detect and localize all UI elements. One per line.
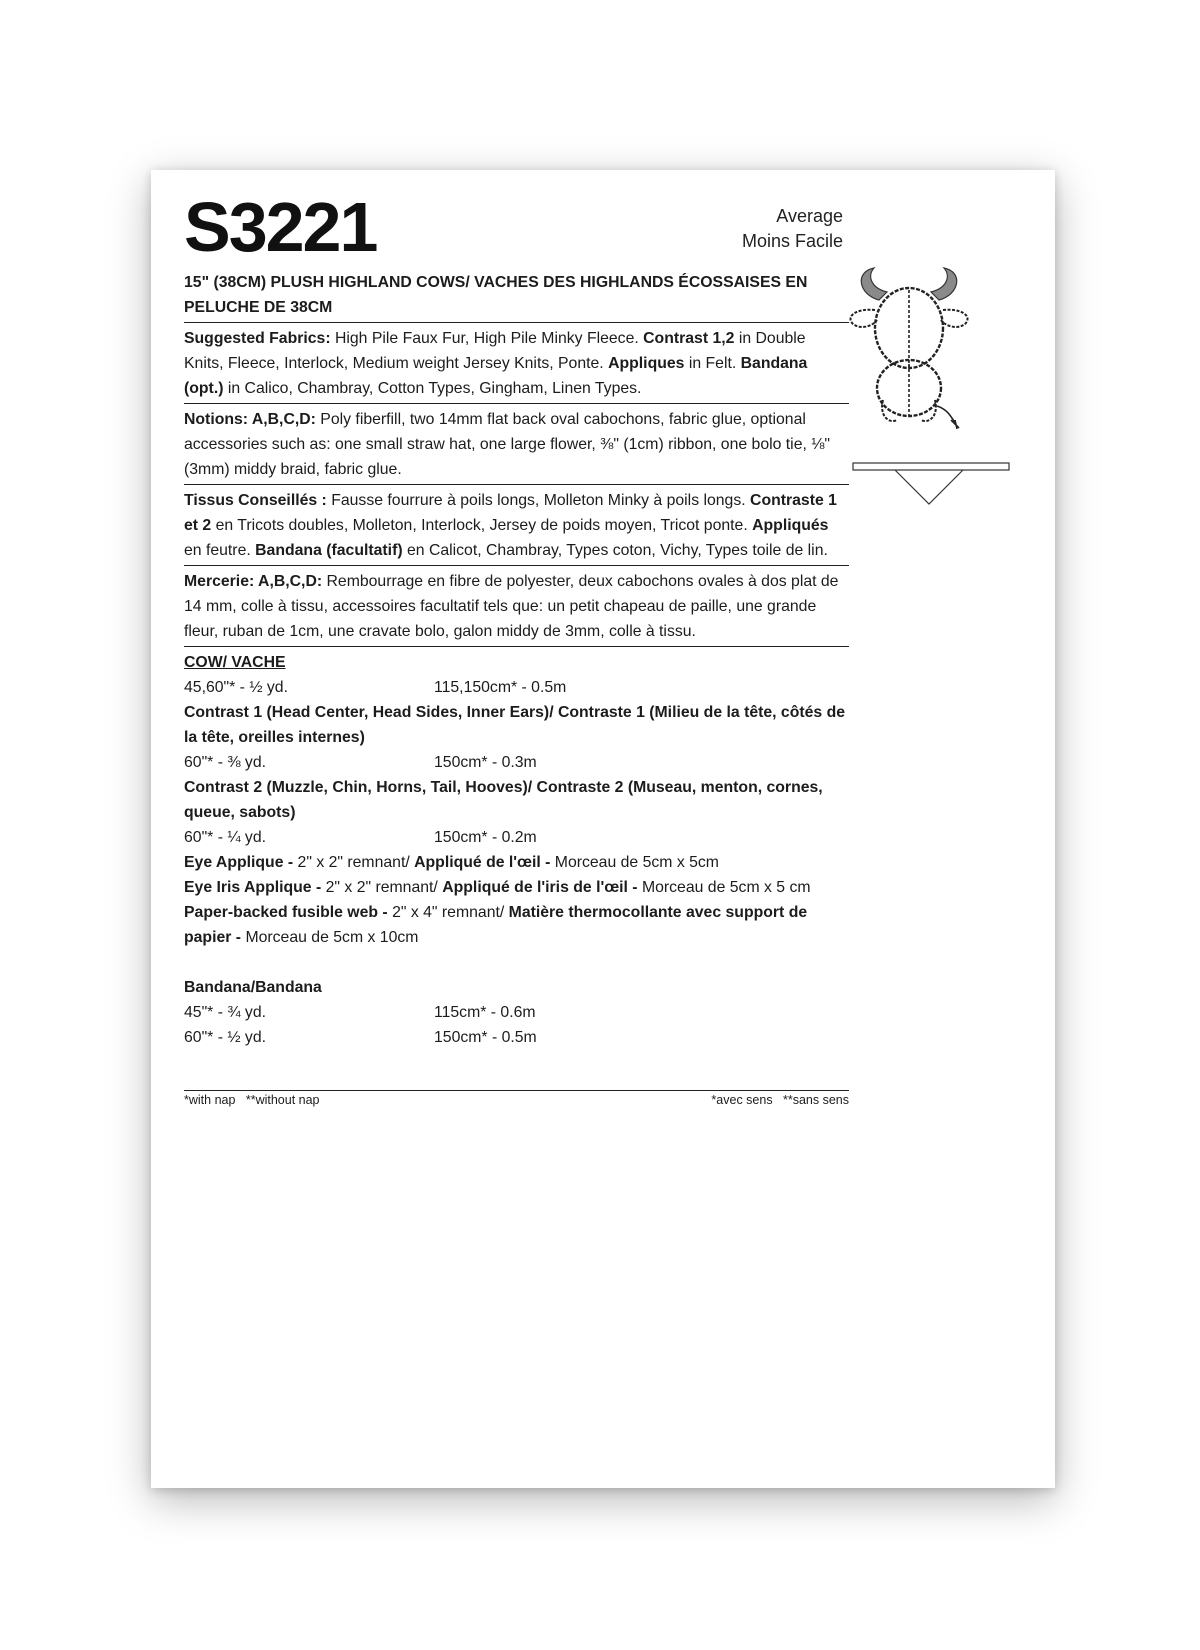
divider — [184, 646, 849, 647]
fabrics-bandana-label: Bandana (facultatif) — [255, 542, 403, 559]
notions-text: Rembourrage en fibre de polyester, deux cabochons ovales à dos plat de 14 mm, colle à tissu, accessoires facultatif tels que: un petit chapeau de paille, une grande fleur, ruban de 1cm, une cravate bolo, galon middy de 3mm, colle à tissu. — [184, 573, 839, 640]
left-horn-shape — [861, 268, 887, 300]
notions-label: Notions: A,B,C,D: — [184, 411, 316, 428]
bandana-illustration — [851, 460, 1011, 510]
iris-applique-size: 2" x 2" remnant/ — [325, 879, 443, 896]
fabrics-label: Tissus Conseillés : — [184, 492, 327, 509]
pattern-envelope-back — [151, 170, 1055, 1488]
pattern-number: S3221 — [184, 188, 377, 266]
contrast1-label-text: Contrast 1 (Head Center, Head Sides, Inner Ears)/ Contraste 1 (Milieu de la tête, côtés de la tête, oreilles internes) — [184, 704, 846, 746]
spacer — [184, 950, 849, 975]
tail-shape — [937, 406, 955, 422]
fabrics-text: en Calicot, Chambray, Types coton, Vichy, Types toile de lin. — [402, 542, 828, 559]
contrast2-label — [184, 775, 849, 825]
fabrics-contrast-label: Contrast 1,2 — [643, 330, 735, 347]
eye-applique-size-fr: Morceau de 5cm x 5cm — [554, 854, 719, 871]
suggested-fabrics-fr — [184, 488, 849, 563]
yardage-row — [184, 825, 849, 850]
left-ear-shape — [850, 310, 877, 327]
eye-applique-line — [184, 850, 849, 875]
fabrics-text: en feutre. — [184, 542, 256, 559]
difficulty-en: Average — [776, 206, 843, 226]
contrast1-label — [184, 700, 849, 750]
yardage-metric: 150cm* - 0.2m — [434, 829, 537, 846]
footnote-en: *with nap **without nap — [184, 1093, 320, 1107]
fabrics-text: en Tricots doubles, Molleton, Interlock, Jersey de poids moyen, Tricot ponte. — [211, 517, 753, 534]
bandana-band — [853, 463, 1009, 470]
right-horn-shape — [931, 268, 957, 300]
fusible-web-size-fr: Morceau de 5cm x 10cm — [245, 929, 419, 946]
cow-heading: COW/ VACHE — [184, 654, 286, 671]
highland-cow-illustration — [839, 260, 979, 430]
bandana-heading-text: Bandana/Bandana — [184, 979, 322, 996]
eye-applique-label-fr: Appliqué de l'œil - — [414, 854, 555, 871]
fabrics-text: in Double Knits, Fleece, Interlock, Medium weight Jersey Knits, Ponte. — [184, 330, 806, 372]
pattern-title: 15" (38CM) PLUSH HIGHLAND COWS/ VACHES DES HIGHLANDS ÉCOSSAISES EN PELUCHE DE 38CM — [184, 274, 808, 316]
fusible-web-label-fr: Matière thermocollante avec support de papier - — [184, 904, 808, 946]
iris-applique-label-fr: Appliqué de l'iris de l'œil - — [442, 879, 642, 896]
yardage-imperial: 45,60"* - ½ yd. — [184, 679, 288, 696]
fusible-web-line — [184, 900, 849, 950]
fusible-web-size: 2" x 4" remnant/ — [392, 904, 509, 921]
pattern-details — [184, 270, 849, 1050]
yardage-metric: 115,150cm* - 0.5m — [434, 679, 567, 696]
divider — [184, 484, 849, 485]
fabrics-text: in Calico, Chambray, Cotton Types, Gingham, Linen Types. — [223, 380, 642, 397]
yardage-imperial: 60"* - ¼ yd. — [184, 829, 267, 846]
notions-en — [184, 407, 849, 482]
yardage-row — [184, 750, 849, 775]
yardage-row — [184, 675, 849, 700]
divider — [184, 565, 849, 566]
yardage-imperial: 60"* - ⅜ yd. — [184, 754, 267, 771]
fabrics-contrast-label: Contraste 1 et 2 — [184, 492, 837, 534]
yardage-metric: 150cm* - 0.5m — [434, 1029, 537, 1046]
yardage-row — [184, 1000, 849, 1025]
contrast2-label-text: Contrast 2 (Muzzle, Chin, Horns, Tail, Hooves)/ Contraste 2 (Museau, menton, cornes, queue, sabots) — [184, 779, 823, 821]
fabrics-bandana-label: Bandana (opt.) — [184, 355, 808, 397]
fabrics-text: Fausse fourrure à poils longs, Molleton Minky à poils longs. — [326, 492, 751, 509]
divider — [184, 403, 849, 404]
iris-applique-size-fr: Morceau de 5cm x 5 cm — [641, 879, 811, 896]
notions-text: Poly fiberfill, two 14mm flat back oval cabochons, fabric glue, optional accessories such as: one small straw hat, one large flower, ⅜" (1cm) ribbon, one bolo tie, ⅛" (3mm) middy braid, fabric glue. — [184, 411, 831, 478]
notions-fr — [184, 569, 849, 644]
right-ear-shape — [941, 310, 968, 327]
footnote-fr: *avec sens **sans sens — [711, 1093, 849, 1107]
bandana-heading — [184, 975, 849, 1000]
divider — [184, 322, 849, 323]
nap-footnote — [184, 1090, 849, 1107]
yardage-metric: 115cm* - 0.6m — [434, 1004, 536, 1021]
difficulty-rating — [742, 204, 843, 254]
fabrics-text: in Felt. — [684, 355, 741, 372]
notions-label: Mercerie: A,B,C,D: — [184, 573, 323, 590]
fusible-web-label: Paper-backed fusible web - — [184, 904, 393, 921]
difficulty-fr: Moins Facile — [741, 231, 843, 251]
eye-applique-label: Eye Applique - — [184, 854, 298, 871]
tail-tuft-shape — [951, 420, 959, 429]
suggested-fabrics-en — [184, 326, 849, 401]
iris-applique-label: Eye Iris Applique - — [184, 879, 326, 896]
bandana-point — [895, 470, 963, 504]
eye-iris-applique-line — [184, 875, 849, 900]
right-leg-shape — [921, 400, 936, 421]
fabrics-text: High Pile Faux Fur, High Pile Minky Fleece. — [330, 330, 644, 347]
yardage-imperial: 45"* - ¾ yd. — [184, 1004, 267, 1021]
fabrics-label: Suggested Fabrics: — [184, 330, 331, 347]
fabrics-applique-label: Appliques — [608, 355, 685, 372]
eye-applique-size: 2" x 2" remnant/ — [297, 854, 415, 871]
fabrics-applique-label: Appliqués — [752, 517, 829, 534]
yardage-metric: 150cm* - 0.3m — [434, 754, 537, 771]
yardage-imperial: 60"* - ½ yd. — [184, 1029, 267, 1046]
yardage-row — [184, 1025, 849, 1050]
